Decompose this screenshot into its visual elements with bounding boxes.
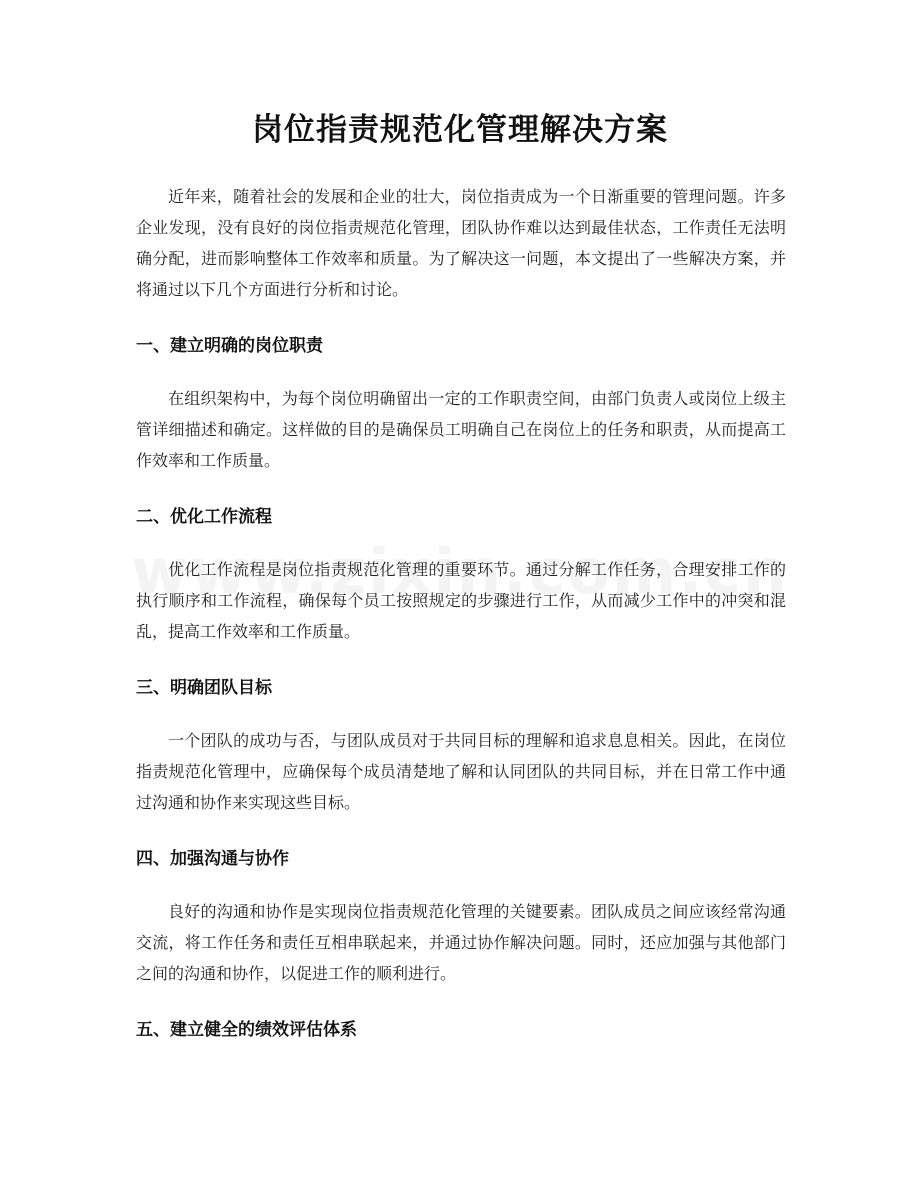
section-heading-1: 一、建立明确的岗位职责 (136, 336, 323, 356)
section-heading-3: 三、明确团队目标 (136, 678, 272, 698)
section-heading-4: 四、加强沟通与协作 (136, 849, 289, 869)
section-paragraph-4: 良好的沟通和协作是实现岗位指责规范化管理的关键要素。团队成员之间应该经常沟通交流，将工作任务和责任互相串联起来，并通过协作解决问题。同时，还应加强与其他部门之间的沟通和协作，以促进工作的顺利进行。 (136, 902, 786, 983)
section-paragraph-1: 在组织架构中，为每个岗位明确留出一定的工作职责空间，由部门负责人或岗位上级主管详细描述和确定。这样做的目的是确保员工明确自己在岗位上的任务和职责，从而提高工作效率和工作质量。 (136, 389, 786, 470)
section-paragraph-3: 一个团队的成功与否，与团队成员对于共同目标的理解和追求息息相关。因此，在岗位指责规范化管理中，应确保每个成员清楚地了解和认同团队的共同目标，并在日常工作中通过沟通和协作来实现这些目标。 (136, 731, 786, 812)
section-heading-2: 二、优化工作流程 (136, 507, 272, 527)
section-heading-5: 五、建立健全的绩效评估体系 (136, 1020, 357, 1040)
section-paragraph-2: 优化工作流程是岗位指责规范化管理的重要环节。通过分解工作任务，合理安排工作的执行顺序和工作流程，确保每个员工按照规定的步骤进行工作，从而减少工作中的冲突和混乱，提高工作效率和工作质量。 (136, 560, 786, 641)
page-title: 岗位指责规范化管理解决方案 (252, 112, 668, 148)
document-body (136, 181, 786, 1067)
intro-paragraph: 近年来，随着社会的发展和企业的壮大，岗位指责成为一个日渐重要的管理问题。许多企业发现，没有良好的岗位指责规范化管理，团队协作难以达到最佳状态，工作责任无法明确分配，进而影响整体工作效率和质量。为了解决这一问题，本文提出了一些解决方案，并将通过以下几个方面进行分析和讨论。 (136, 187, 786, 299)
